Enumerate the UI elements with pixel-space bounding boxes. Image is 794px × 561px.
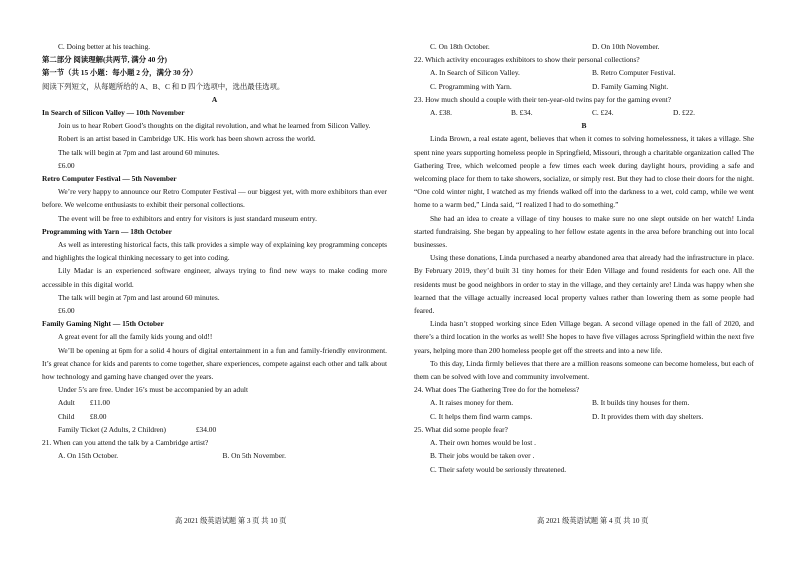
q21-option-b: B. On 5th November.	[222, 451, 286, 461]
passage-b-paragraph-4: Linda hasn’t stopped working since Eden Village began. A second village opened in the fall of 2020, and there’s a third location in the works as well! She hopes to have five villages across Springfield within the next five years, helping more than 200 homeless people get off the streets and into a new life.	[414, 319, 754, 355]
passage-b-paragraph-1: Linda Brown, a real estate agent, believes that when it comes to solving homelessness, it takes a village. She spent nine years supporting homeless people in Springfield, Missouri, through a charitable organization called The Gathering Tree, which welcomed people a few times each week during daylight hours, providing a safe and welcoming place for them to take showers, socialize, or simply rest. But they had to close their doors for the night. “One cold winter night, I watched as my friends walked off into the darkness to a wet, cold camp, while we went home to a warm bed,” Linda said, “I realized I had to do something.”	[414, 134, 754, 210]
left-column	[42, 40, 387, 463]
q24-option-d: D. It provides them with day shelters.	[592, 411, 704, 421]
event1-price: £6.00	[58, 160, 75, 170]
event4-title: Family Gaming Night — 15th October	[42, 319, 164, 329]
q22-option-d: D. Family Gaming Night.	[592, 81, 669, 91]
question-21: 21. When can you attend the talk by a Cambridge artist?	[42, 438, 209, 448]
q25-option-a: A. Their own homes would be lost .	[430, 438, 536, 448]
adult-label: Adult	[58, 398, 75, 408]
question-23-options	[414, 106, 754, 119]
event3-description: As well as interesting historical facts, this talk provides a simple way of explaining key programming concepts and highlights the logical thinking necessary to get into coding.	[42, 240, 387, 263]
passage-b-label: B	[581, 121, 587, 131]
event2-title: Retro Computer Festival — 5th November	[42, 174, 177, 184]
event1-time: The talk will begin at 7pm and last around 60 minutes.	[58, 147, 220, 157]
question-24: 24. What does The Gathering Tree do for the homeless?	[414, 385, 580, 395]
child-price: £8.00	[89, 411, 107, 421]
question-22: 22. Which activity encourages exhibitors to show their personal collections?	[414, 55, 640, 65]
q22-option-c: C. Programming with Yarn.	[430, 81, 512, 91]
question-23: 23. How much should a couple with their ten-year-old twins pay for the gaming event?	[414, 94, 672, 104]
event3-title: Programming with Yarn — 18th October	[42, 226, 172, 236]
question-22-options-ab	[414, 66, 754, 79]
price-row-child	[42, 410, 387, 423]
q22-option-a: A. In Search of Silicon Valley.	[430, 68, 520, 78]
q24-option-c: C. It helps them find warm camps.	[430, 411, 533, 421]
q23-option-a: A. £38.	[430, 108, 452, 118]
q22-option-b: B. Retro Computer Festival.	[592, 68, 676, 78]
question-21-options-cd	[414, 40, 754, 53]
family-label: Family Ticket (2 Adults, 2 Children)	[58, 424, 166, 434]
right-column	[414, 40, 754, 476]
q23-option-b: B. £34.	[511, 108, 533, 118]
child-label: Child	[58, 411, 75, 421]
event4-tagline: A great event for all the family kids young and old!!	[58, 332, 213, 342]
price-row-adult	[42, 396, 387, 409]
event3-price: £6.00	[58, 306, 75, 316]
q24-option-b: B. It builds tiny houses for them.	[592, 398, 690, 408]
passage-b-paragraph-5: To this day, Linda firmly believes that there are a million reasons someone can become homeless, but each of them can be solved with love and community involvement.	[414, 358, 754, 382]
passage-b-paragraph-2: She had an idea to create a village of tiny houses to make sure no one slept outside on her watch! Linda started fundraising. She began by appealing to her fellow estate agents in the area before branching out into local businesses.	[414, 213, 754, 250]
page-footer-left: 高 2021 级英语试题 第 3 页 共 10 页	[175, 517, 287, 525]
q25-option-b: B. Their jobs would be taken over .	[430, 451, 535, 461]
question-24-options-ab	[414, 396, 754, 409]
event3-time: The talk will begin at 7pm and last around 60 minutes.	[58, 292, 220, 302]
instructions: 阅读下列短文，从每题所给的 A、B、C 和 D 四个选项中，选出最佳选项。	[42, 81, 285, 91]
q23-option-d: D. £22.	[673, 108, 695, 118]
q21-option-c: C. On 18th October.	[430, 42, 490, 51]
passage-a-label: A	[211, 94, 218, 104]
event2-entry: The event will be free to exhibitors and entry for visitors is just standard museum entry.	[58, 213, 317, 223]
question-22-options-cd	[414, 80, 754, 93]
event1-description: Join us to hear Robert Good’s thoughts on the digital revolution, and what he learned from Silicon Valley.	[58, 121, 371, 131]
adult-price: £11.00	[89, 398, 110, 408]
q20-option-c: C. Doing better at his teaching.	[58, 42, 151, 51]
q23-option-c: C. £24.	[592, 108, 614, 118]
event1-title: In Search of Silicon Valley — 10th November	[42, 108, 185, 118]
event1-artist: Robert is an artist based in Cambridge UK. His work has been shown across the world.	[58, 134, 316, 144]
event3-speaker: Lily Madar is an experienced software engineer, always trying to find new ways to make coding more accessible in this digital world.	[42, 266, 387, 289]
q21-option-d: D. On 10th November.	[592, 42, 660, 51]
passage-b-paragraph-3: Using these donations, Linda purchased a nearby abandoned area that already had the infrastructure in place. By February 2019, they’d built 31 tiny homes for their Eden Village and found residents for each one. All the residents must be good neighbors in order to stay in the village, and they certainly are! Linda was happy when she learned that the village actually increased local property values rather than lowering them as some people had feared.	[414, 253, 754, 316]
event2-description: We’re very happy to announce our Retro Computer Festival — our biggest yet, with more exhibitors than ever before. We welcome enthusiasts to exhibit their personal collections.	[42, 187, 387, 210]
q25-option-c: C. Their safety would be seriously threatened.	[430, 464, 567, 474]
q21-option-a: A. On 15th October.	[58, 451, 119, 461]
question-25: 25. What did some people fear?	[414, 424, 508, 434]
page-footer-right: 高 2021 级英语试题 第 4 页 共 10 页	[537, 517, 649, 525]
question-21-options-ab	[42, 449, 387, 462]
q24-option-a: A. It raises money for them.	[430, 398, 514, 408]
price-row-family	[42, 423, 387, 436]
family-price: £34.00	[195, 424, 217, 434]
section-heading: 第一节（共 15 小题：每小题 2 分，满分 30 分）	[42, 68, 198, 78]
event4-age-note: Under 5’s are free. Under 16’s must be accompanied by an adult	[58, 385, 249, 395]
question-24-options-cd	[414, 410, 754, 423]
event4-description: We’ll be opening at 6pm for a solid 4 hours of digital entertainment in a fun and family-friendly environment. It’s great chance for kids and parents to come together, share experiences, compete against each other and talk about how technology and gaming have changed over the years.	[42, 345, 387, 382]
part-heading: 第二部分 阅读理解(共两节, 满分 40 分)	[42, 55, 168, 65]
